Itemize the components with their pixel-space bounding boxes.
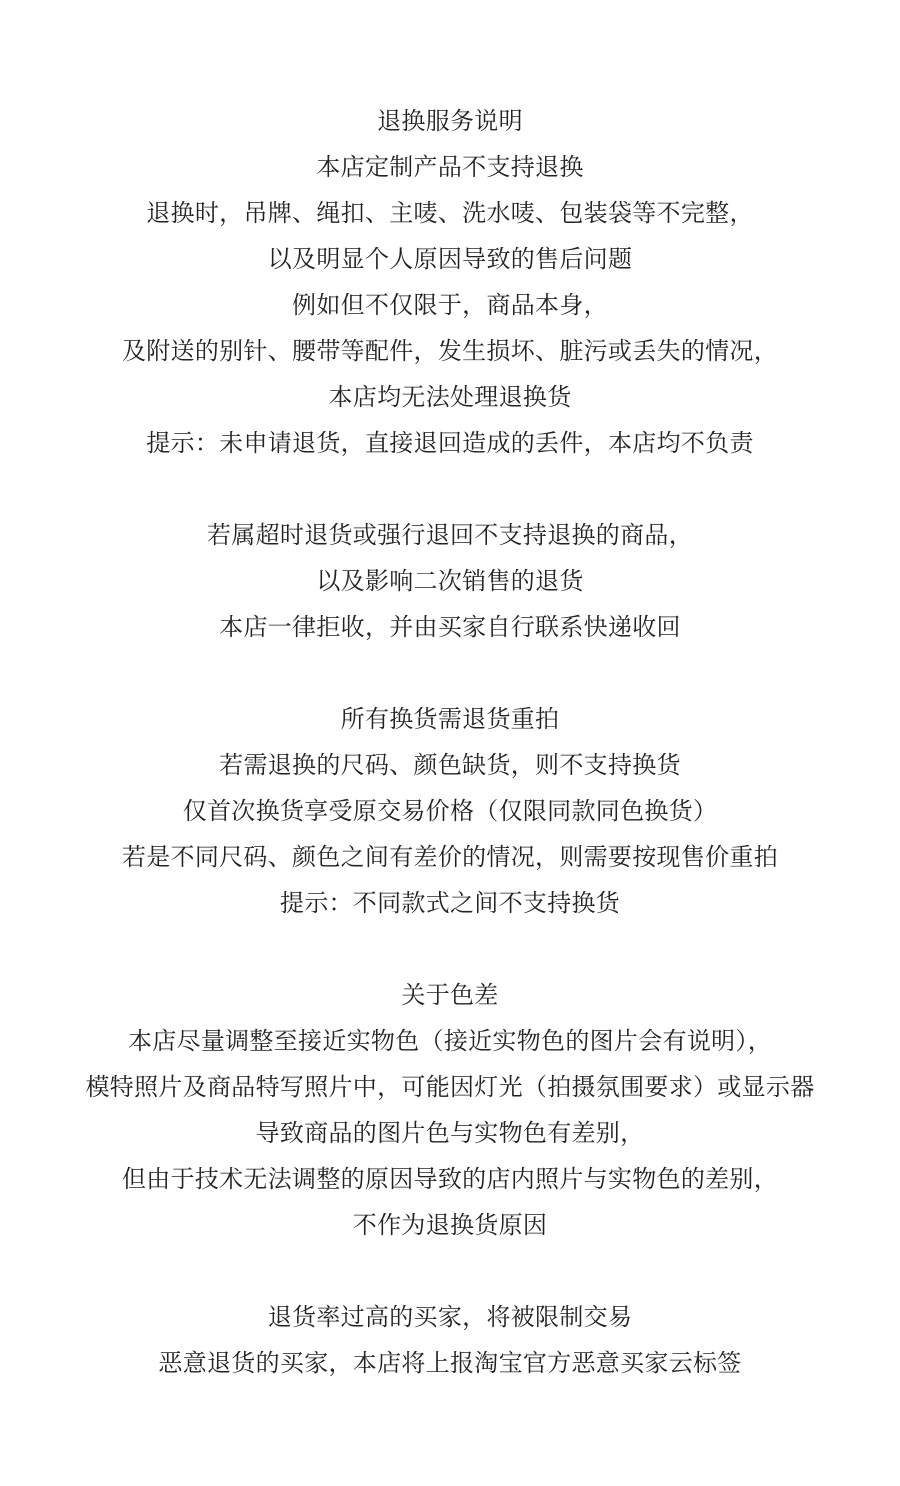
overdue-return-section <box>0 512 900 650</box>
text-line: 退货率过高的买家，将被限制交易 <box>267 1303 633 1331</box>
section-heading: 关于色差 <box>401 981 499 1009</box>
section-spacer <box>0 1248 900 1294</box>
text-line: 若属超时退货或强行退回不支持退换的商品， <box>207 521 693 549</box>
text-line: 本店尽量调整至接近实物色（接近实物色的图片会有说明）， <box>127 1027 773 1055</box>
text-line: 仅首次换货享受原交易价格（仅限同款同色换货） <box>182 797 718 825</box>
section-spacer <box>0 466 900 512</box>
return-rate-section <box>0 1294 900 1386</box>
text-line: 但由于技术无法调整的原因导致的店内照片与实物色的差别， <box>121 1165 779 1193</box>
exchange-section <box>0 696 900 926</box>
text-line: 若是不同尺码、颜色之间有差价的情况，则需要按现售价重拍 <box>121 843 779 871</box>
text-line: 不作为退换货原因 <box>352 1211 548 1239</box>
text-line: 恶意退货的买家，本店将上报淘宝官方恶意买家云标签 <box>158 1349 742 1377</box>
section-heading: 所有换货需退货重拍 <box>340 705 560 733</box>
text-line: 本店定制产品不支持退换 <box>316 153 584 181</box>
section-heading: 退换服务说明 <box>377 107 523 135</box>
text-line: 提示：未申请退货，直接退回造成的丢件，本店均不负责 <box>146 429 754 457</box>
text-line: 及附送的别针、腰带等配件，发生损坏、脏污或丢失的情况， <box>121 337 779 365</box>
section-spacer <box>0 650 900 696</box>
text-line: 模特照片及商品特写照片中，可能因灯光（拍摄氛围要求）或显示器 <box>85 1073 815 1101</box>
text-line: 若需退换的尺码、颜色缺货，则不支持换货 <box>219 751 681 779</box>
text-line: 退换时，吊牌、绳扣、主唛、洗水唛、包装袋等不完整， <box>146 199 754 227</box>
text-line: 例如但不仅限于，商品本身， <box>292 291 608 319</box>
text-line: 提示：不同款式之间不支持换货 <box>279 889 621 917</box>
text-line: 以及明显个人原因导致的售后问题 <box>267 245 633 273</box>
text-line: 以及影响二次销售的退货 <box>316 567 584 595</box>
text-line: 本店均无法处理退换货 <box>328 383 572 411</box>
text-line: 本店一律拒收，并由买家自行联系快递收回 <box>219 613 681 641</box>
color-difference-section <box>0 972 900 1248</box>
return-service-section <box>0 98 900 466</box>
section-spacer <box>0 926 900 972</box>
text-line: 导致商品的图片色与实物色有差别， <box>255 1119 645 1147</box>
